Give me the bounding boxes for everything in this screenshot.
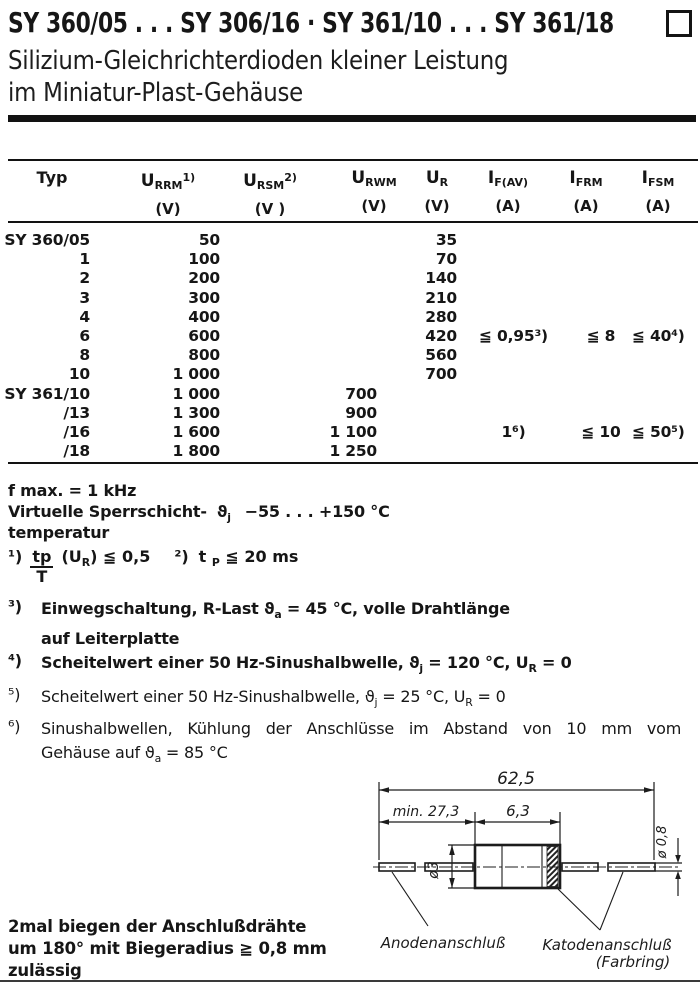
cell-ifrm: ≦ 10 bbox=[581, 422, 621, 441]
header-unit: (V) bbox=[424, 197, 450, 215]
cell-urrm: 300 bbox=[188, 288, 220, 307]
dim-body-diameter-text: ø3 bbox=[426, 861, 442, 879]
cell-typ: 2 bbox=[79, 269, 90, 288]
header-typ-label: Typ bbox=[36, 168, 68, 187]
footnote-1-marker: ¹) bbox=[8, 547, 23, 566]
footnote-3-marker: ³) bbox=[8, 597, 22, 616]
cell-ifsm bbox=[632, 385, 700, 404]
header-unit: (V) bbox=[155, 200, 181, 218]
cell-urwm bbox=[280, 269, 377, 288]
cell-ur bbox=[377, 404, 457, 423]
sym-main: I bbox=[641, 168, 648, 188]
cell-ifrm bbox=[570, 385, 632, 404]
cell-ifrm bbox=[570, 289, 632, 308]
cell-ifrm bbox=[570, 404, 632, 423]
cell-typ: /13 bbox=[63, 403, 90, 422]
footnote-5-line: Scheitelwert einer 50 Hz-Sinushalbwelle, $ϑ_j = 25$ °C, $U_R = 0$ bbox=[41, 687, 506, 709]
footnote-3 bbox=[8, 597, 510, 651]
header-symbol bbox=[210, 167, 330, 197]
cell-ifav bbox=[457, 269, 570, 288]
sym-main: U bbox=[351, 168, 366, 188]
table-header-rule bbox=[8, 221, 698, 223]
footnote-2-condition: t $_P$ ≦ 20 ms bbox=[198, 547, 299, 569]
cell-urwm bbox=[280, 289, 377, 308]
sym-sup: 1) bbox=[182, 171, 196, 184]
header-symbol bbox=[598, 167, 700, 194]
sym-main: U bbox=[140, 171, 155, 191]
cell-ifav bbox=[457, 365, 570, 384]
cell-urrm: 1 000 bbox=[172, 384, 220, 403]
cell-urrm: 1 600 bbox=[172, 422, 220, 441]
sym-main: U bbox=[425, 168, 440, 188]
junction-label: Virtuelle Sperrschicht- bbox=[8, 502, 207, 521]
fraction-denominator: T bbox=[36, 567, 48, 586]
cell-ursm bbox=[220, 289, 280, 308]
cell-ur: 700 bbox=[425, 365, 457, 384]
cell-ursm bbox=[220, 250, 280, 269]
cell-ifsm bbox=[632, 231, 700, 250]
cell-ifrm bbox=[570, 308, 632, 327]
page-title: SY 360/05 . . . SY 306/16 · SY 361/10 . . . SY 361/18 bbox=[8, 6, 614, 39]
cathode-label-sub: (Farbring) bbox=[595, 953, 671, 971]
cell-typ: 3 bbox=[79, 288, 90, 307]
header-unit: (V ) bbox=[254, 200, 286, 218]
cell-urrm: 1 800 bbox=[172, 442, 220, 461]
footnote-6-line2: Gehäuse auf $ϑ_a = 85$ °C bbox=[41, 743, 228, 765]
cell-ursm bbox=[220, 423, 280, 442]
cell-urwm bbox=[280, 231, 377, 250]
page-subtitle-line1: Silizium-Gleichrichterdioden kleiner Leistung bbox=[8, 46, 509, 76]
sym-sub: R bbox=[439, 176, 449, 189]
anode-label: Anodenanschluß bbox=[380, 934, 506, 952]
cell-urwm bbox=[280, 308, 377, 327]
sym-sub: FSM bbox=[647, 176, 675, 189]
junction-temp-line bbox=[8, 502, 390, 524]
cell-typ: SY 360/05 bbox=[4, 231, 90, 249]
cell-ur bbox=[377, 423, 457, 442]
cell-ifsm bbox=[632, 365, 700, 384]
footnote-3-line1: Einwegschaltung, R-Last $ϑ_a = 45$ °C, volle Drahtlänge bbox=[41, 599, 510, 621]
cell-urrm: 800 bbox=[188, 346, 220, 365]
cell-ifrm bbox=[570, 346, 632, 365]
cell-typ: 4 bbox=[79, 307, 90, 326]
footnote-5 bbox=[8, 685, 506, 715]
cell-urrm: 1 300 bbox=[172, 403, 220, 422]
cell-urwm: 900 bbox=[345, 403, 377, 422]
cell-ifav bbox=[457, 231, 570, 250]
footnote-4 bbox=[8, 651, 572, 681]
bend-note-line1: 2mal biegen der Anschlußdrähte bbox=[8, 917, 307, 936]
footnote-6-line1: Sinushalbwellen, Kühlung der Anschlüsse im Abstand von 10 mm vom bbox=[41, 719, 682, 738]
header-unit: (A) bbox=[495, 197, 521, 215]
junction-range: −55 . . . +150 °C bbox=[244, 502, 390, 521]
cell-ifav bbox=[457, 250, 570, 269]
page-subtitle-line2: im Miniatur-Plast-Gehäuse bbox=[8, 78, 303, 108]
cell-ursm bbox=[220, 442, 280, 461]
sym-sup: 2) bbox=[284, 171, 297, 184]
cell-ifav bbox=[457, 346, 570, 365]
cell-urrm: 50 bbox=[198, 231, 220, 249]
footnote-1-condition: $(U_R)$ ≦ 0,5 bbox=[61, 547, 151, 569]
cell-ursm bbox=[220, 404, 280, 423]
cell-urrm: 600 bbox=[188, 326, 220, 345]
cell-ifsm bbox=[632, 289, 700, 308]
cell-typ: 10 bbox=[68, 365, 90, 384]
col-header-ursm bbox=[210, 167, 330, 218]
cell-ur: 210 bbox=[425, 288, 457, 307]
fraction-numerator: tp bbox=[32, 547, 52, 566]
cell-urwm: 1 100 bbox=[329, 422, 377, 441]
cell-ur: 140 bbox=[425, 269, 457, 288]
cell-ifav bbox=[457, 308, 570, 327]
dimension-body-length bbox=[475, 802, 560, 825]
cell-ifsm bbox=[632, 308, 700, 327]
bend-note-line3: zulässig bbox=[8, 961, 82, 980]
cell-ur: 70 bbox=[435, 250, 457, 269]
package-outline-drawing bbox=[330, 760, 700, 986]
cell-ifsm bbox=[632, 346, 700, 365]
cell-urrm: 200 bbox=[188, 269, 220, 288]
cell-ifsm: ≦ 50⁵) bbox=[632, 422, 685, 441]
footnote-6-marker: ⁶) bbox=[8, 717, 21, 736]
cell-ur: 420 bbox=[425, 326, 457, 345]
cell-ifrm bbox=[570, 365, 632, 384]
col-header-typ bbox=[0, 167, 112, 189]
cell-typ: 1 bbox=[79, 250, 90, 269]
cell-ursm bbox=[220, 385, 280, 404]
cell-ur bbox=[377, 385, 457, 404]
table-top-rule bbox=[8, 159, 698, 161]
cell-ifrm bbox=[570, 250, 632, 269]
junction-label-cont: temperatur bbox=[8, 523, 110, 542]
cell-urwm bbox=[280, 250, 377, 269]
cell-urrm: 100 bbox=[188, 250, 220, 269]
cell-ifrm bbox=[570, 269, 632, 288]
table-bottom-rule bbox=[8, 462, 698, 464]
cell-ur bbox=[377, 442, 457, 461]
dim-body-length-text: 6,3 bbox=[506, 802, 530, 820]
dimension-lead-min bbox=[379, 804, 475, 825]
cell-urwm: 1 250 bbox=[329, 442, 377, 461]
footnote-5-marker: ⁵) bbox=[8, 685, 21, 704]
dim-lead-diameter-text: ø 0,8 bbox=[655, 825, 670, 859]
sym-sub: FRM bbox=[575, 176, 603, 189]
footnote-2-marker: ²) bbox=[174, 547, 189, 566]
fmax-line: f max. = 1 kHz bbox=[8, 481, 137, 500]
cell-ifav bbox=[457, 442, 570, 461]
cell-ursm bbox=[220, 365, 280, 384]
cell-typ: SY 361/10 bbox=[4, 384, 90, 403]
bend-note-line2: um 180° mit Biegeradius ≧ 0,8 mm bbox=[8, 939, 327, 958]
footnote-4-marker: ⁴) bbox=[8, 651, 22, 670]
cell-ifsm bbox=[632, 250, 700, 269]
footnote-3-text bbox=[41, 597, 510, 651]
cell-ifsm bbox=[632, 269, 700, 288]
sym-sub: F(AV) bbox=[494, 176, 529, 189]
cell-urrm: 400 bbox=[188, 307, 220, 326]
cell-urrm: 1 000 bbox=[172, 365, 220, 384]
cell-ifrm: ≦ 8 bbox=[586, 326, 616, 345]
cell-typ: /18 bbox=[63, 442, 90, 461]
cell-urwm: 700 bbox=[345, 384, 377, 403]
cell-ifsm: ≦ 40⁴) bbox=[632, 326, 685, 345]
footnote-1-2 bbox=[8, 548, 298, 585]
cell-urwm bbox=[280, 365, 377, 384]
cell-urwm bbox=[280, 346, 377, 365]
cell-ur: 280 bbox=[425, 307, 457, 326]
cell-ifav bbox=[457, 289, 570, 308]
parameter-table bbox=[0, 231, 700, 461]
cell-ursm bbox=[220, 308, 280, 327]
dimension-overall bbox=[379, 769, 654, 793]
sym-sub: RRM bbox=[154, 179, 183, 192]
cell-ursm bbox=[220, 346, 280, 365]
cell-ifrm bbox=[570, 442, 632, 461]
cell-ifsm bbox=[632, 404, 700, 423]
theta-j-symbol: $ϑ_j$ bbox=[216, 502, 231, 524]
cell-ifav bbox=[457, 385, 570, 404]
sym-main: I bbox=[487, 168, 495, 188]
page-bottom-rule bbox=[0, 980, 700, 982]
cell-ur: 35 bbox=[435, 231, 457, 249]
cell-ursm bbox=[220, 269, 280, 288]
cell-typ: /16 bbox=[63, 422, 90, 441]
sym-main: U bbox=[243, 171, 257, 191]
cell-ifav: 1⁶) bbox=[501, 422, 526, 441]
dim-overall-text: 62,5 bbox=[497, 769, 535, 789]
cell-ifav: ≦ 0,95³) bbox=[479, 326, 548, 345]
dimension-lead-diameter bbox=[655, 826, 681, 896]
divider-thick bbox=[8, 115, 696, 122]
cell-typ: 8 bbox=[79, 346, 90, 365]
dim-lead-min-text: min. 27,3 bbox=[392, 804, 460, 820]
fraction-tp-T bbox=[30, 548, 53, 585]
corner-square bbox=[666, 10, 692, 37]
cell-ursm bbox=[220, 327, 280, 346]
header-unit: (A) bbox=[573, 197, 599, 215]
cathode-label: Katodenanschluß bbox=[542, 936, 672, 954]
cell-typ: 6 bbox=[79, 326, 90, 345]
sym-sub: RWM bbox=[365, 176, 397, 189]
sym-sub: RSM bbox=[256, 179, 285, 192]
cell-ifav bbox=[457, 404, 570, 423]
cell-ifsm bbox=[632, 442, 700, 461]
cell-ifrm bbox=[570, 231, 632, 250]
cell-ur: 560 bbox=[425, 346, 457, 365]
cell-ursm bbox=[220, 231, 280, 250]
bend-note bbox=[8, 916, 327, 982]
header-unit: (A) bbox=[645, 197, 671, 215]
col-header-ifsm bbox=[598, 167, 700, 215]
sym-main: I bbox=[569, 168, 576, 188]
header-unit: (V) bbox=[361, 197, 387, 215]
footnote-3-line2: auf Leiterplatte bbox=[41, 628, 180, 648]
cell-urwm bbox=[280, 327, 377, 346]
footnote-4-line: Scheitelwert einer 50 Hz-Sinushalbwelle, $ϑ_j = 120$ °C, $U_R = 0$ bbox=[41, 653, 572, 675]
